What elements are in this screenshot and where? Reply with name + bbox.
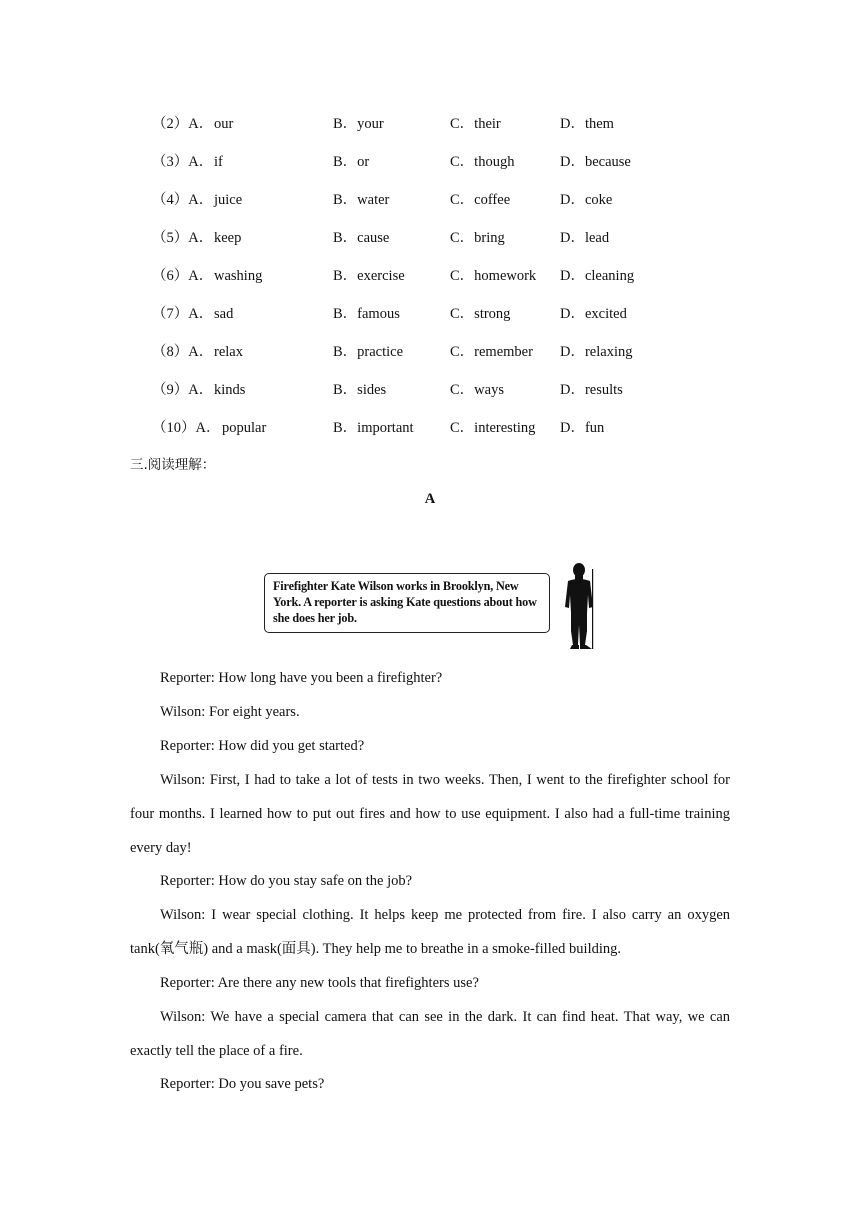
option-c: C．bring — [450, 230, 505, 246]
option-row — [0, 380, 860, 400]
intro-callout: Firefighter Kate Wilson works in Brooklyn, New York. A reporter is asking Kate questions about how she does her job. — [264, 573, 550, 633]
option-c: C．though — [450, 154, 515, 170]
option-c: C．remember — [450, 344, 533, 360]
option-b: B．or — [333, 154, 370, 170]
dialogue-line: Reporter: Are there any new tools that firefighters use? — [160, 975, 479, 991]
option-d: D．them — [560, 116, 614, 132]
question-number: （7）A． — [152, 306, 214, 322]
option-d: D．lead — [560, 230, 610, 246]
question-number: （10）A． — [152, 420, 221, 436]
dialogue-line: Wilson: For eight years. — [160, 704, 300, 720]
option-row — [0, 304, 860, 324]
option-c: C．their — [450, 116, 501, 132]
option-b: B．sides — [333, 382, 387, 398]
option-b: B．practice — [333, 344, 404, 360]
section-title: 三.阅读理解： — [130, 457, 216, 473]
option-a: our — [214, 116, 234, 132]
option-row — [0, 114, 860, 134]
option-a: popular — [222, 420, 267, 436]
option-row — [0, 418, 860, 438]
firefighter-silhouette-icon — [562, 561, 600, 651]
dialogue-line: Reporter: How long have you been a firefighter? — [160, 670, 443, 686]
option-a: washing — [214, 268, 263, 284]
option-a: keep — [214, 230, 242, 246]
option-b: B．cause — [333, 230, 390, 246]
option-c: C．strong — [450, 306, 511, 322]
option-a: if — [214, 154, 223, 170]
option-c: C．coffee — [450, 192, 511, 208]
option-row — [0, 152, 860, 172]
option-d: D．coke — [560, 192, 613, 208]
option-c: C．interesting — [450, 420, 536, 436]
dialogue-line: Reporter: Do you save pets? — [160, 1076, 325, 1092]
question-number: （5）A． — [152, 230, 214, 246]
option-d: D．excited — [560, 306, 627, 322]
dialogue-line: Reporter: How did you get started? — [160, 738, 365, 754]
option-b: B．exercise — [333, 268, 405, 284]
option-a: relax — [214, 344, 243, 360]
option-b: B．your — [333, 116, 384, 132]
dialogue-line: Wilson: I wear special clothing. It helps keep me protected from fire. I also carry an oxygen tank(氧气瓶) and a mask(面具). They help me to breathe in a smoke-filled building. — [130, 907, 730, 957]
question-number: （6）A． — [152, 268, 214, 284]
option-a: kinds — [214, 382, 246, 398]
dialogue-line: Wilson: We have a special camera that can see in the dark. It can find heat. That way, we can exactly tell the place of a fire. — [130, 1009, 730, 1059]
option-b: B．water — [333, 192, 390, 208]
option-a: juice — [214, 192, 243, 208]
option-d: D．because — [560, 154, 631, 170]
option-d: D．fun — [560, 420, 605, 436]
option-d: D．relaxing — [560, 344, 633, 360]
option-b: B．famous — [333, 306, 400, 322]
option-row — [0, 342, 860, 362]
dialogue-line: Wilson: First, I had to take a lot of tests in two weeks. Then, I went to the firefighter school for four months. I learned how to put out fires and how to use equipment. I also had a full-time training every day! — [130, 772, 730, 856]
option-d: D．cleaning — [560, 268, 635, 284]
question-number: （9）A． — [152, 382, 214, 398]
option-row — [0, 266, 860, 286]
option-a: sad — [214, 306, 234, 322]
question-number: （3）A． — [152, 154, 214, 170]
question-number: （8）A． — [152, 344, 214, 360]
passage-letter: A — [424, 491, 436, 507]
option-row — [0, 228, 860, 248]
question-number: （4）A． — [152, 192, 214, 208]
dialogue-line: Reporter: How do you stay safe on the job? — [160, 873, 413, 889]
option-c: C．ways — [450, 382, 504, 398]
option-b: B．important — [333, 420, 414, 436]
option-c: C．homework — [450, 268, 537, 284]
question-number: （2）A． — [152, 116, 214, 132]
option-row — [0, 190, 860, 210]
option-d: D．results — [560, 382, 623, 398]
